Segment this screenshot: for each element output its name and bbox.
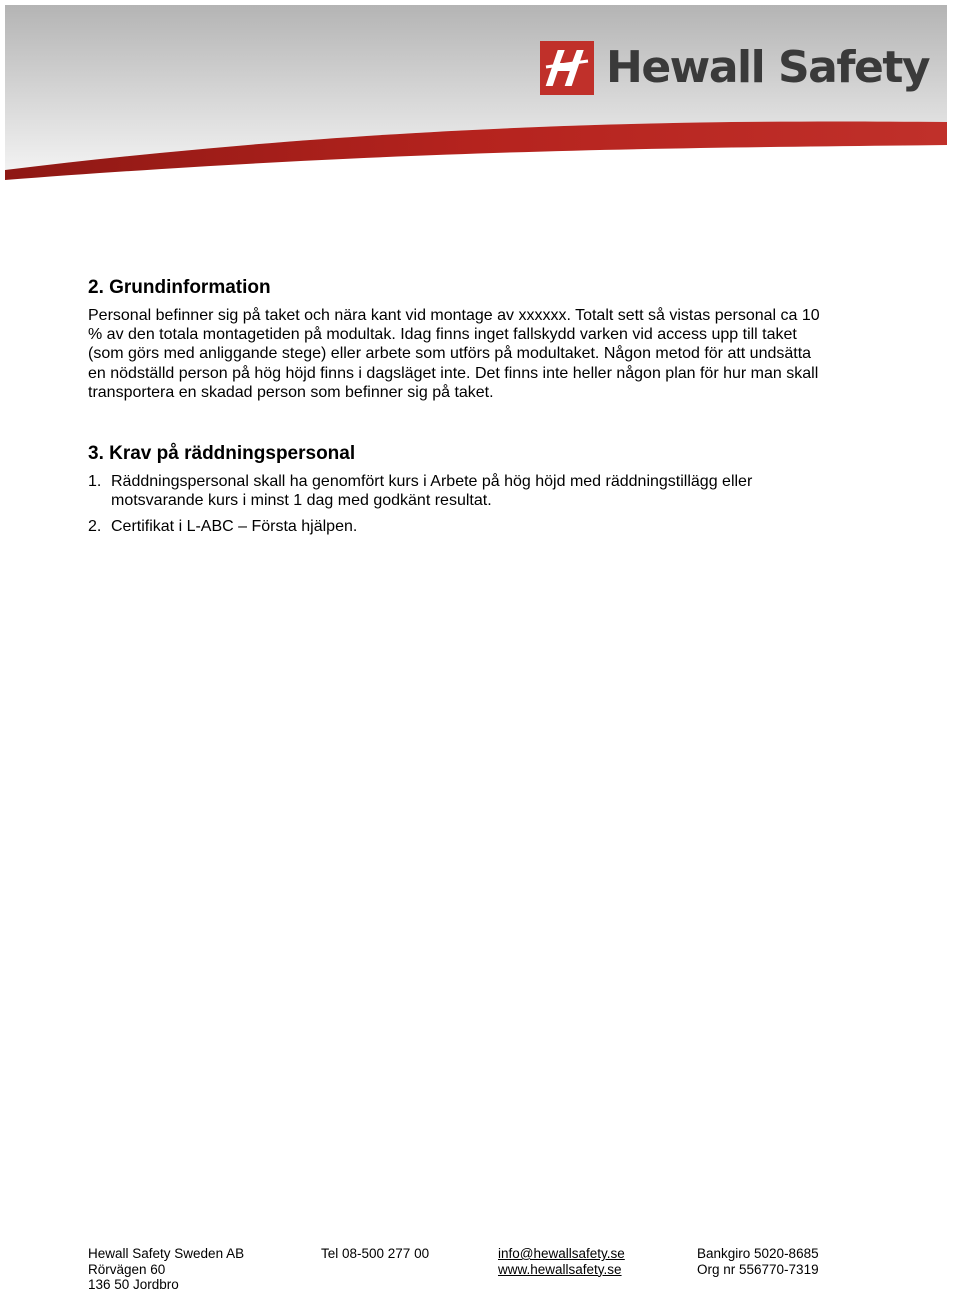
footer-email-link[interactable]: info@hewallsafety.se xyxy=(498,1246,625,1261)
footer-phone-col xyxy=(321,1246,429,1262)
paragraph-line: Personal befinner sig på taket och nära kant vid montage av xxxxxx. Totalt sett så vistas personal ca 10 xyxy=(88,307,820,324)
list-number: 1. xyxy=(88,473,102,491)
footer-bank xyxy=(697,1246,819,1277)
list-text xyxy=(111,517,868,536)
section-heading: 3. Krav på räddningspersonal xyxy=(88,443,356,465)
footer-postal: 136 50 Jordbro xyxy=(88,1277,179,1292)
list-text xyxy=(111,472,868,510)
footer-web-link[interactable]: www.hewallsafety.se xyxy=(498,1261,622,1277)
list-line: Certifikat i L-ABC – Första hjälpen. xyxy=(111,518,358,536)
hewall-logo-icon xyxy=(540,41,594,95)
list-item xyxy=(88,472,868,510)
footer-contact xyxy=(498,1246,625,1277)
footer-bankgiro: Bankgiro 5020-8685 xyxy=(697,1246,819,1261)
section-basic-info xyxy=(88,276,868,402)
paragraph-line: (som görs med anliggande stege) eller arbete som utförs på modultaket. Någon metod för att undsätta xyxy=(88,345,812,363)
logo-wordmark: Hewall Safety xyxy=(606,42,930,93)
section-paragraph xyxy=(88,306,868,402)
section-rescue-requirements xyxy=(88,442,868,537)
footer-phone: Tel 08-500 277 00 xyxy=(321,1246,430,1261)
paragraph-line: en nödställd person på hög höjd finns i dagsläget inte. Det finns inte heller någon plan för hur man skall xyxy=(88,364,819,382)
list-line: motsvarande kurs i minst 1 dag med godkänt resultat. xyxy=(111,492,492,510)
footer-org: Org nr 556770-7319 xyxy=(697,1261,819,1277)
company-logo xyxy=(540,40,929,96)
paragraph-line: transportera en skadad person som befinner sig på taket. xyxy=(88,383,494,401)
list-line: Räddningspersonal skall ha genomfört kurs i Arbete på hög höjd med räddningstillägg eller xyxy=(111,473,753,491)
footer-street: Rörvägen 60 xyxy=(88,1261,166,1277)
document-body xyxy=(88,276,868,544)
page-header xyxy=(0,0,960,190)
list-item xyxy=(88,517,868,536)
footer-company: Hewall Safety Sweden AB xyxy=(88,1246,245,1261)
section-heading: 2. Grundinformation xyxy=(88,277,271,298)
requirements-list xyxy=(88,472,868,537)
footer-address xyxy=(88,1246,244,1293)
list-number: 2. xyxy=(88,518,102,536)
paragraph-line: % av den totala montagetiden på modultak. Idag finns inget fallskydd varken vid access upp till taket xyxy=(88,326,797,344)
